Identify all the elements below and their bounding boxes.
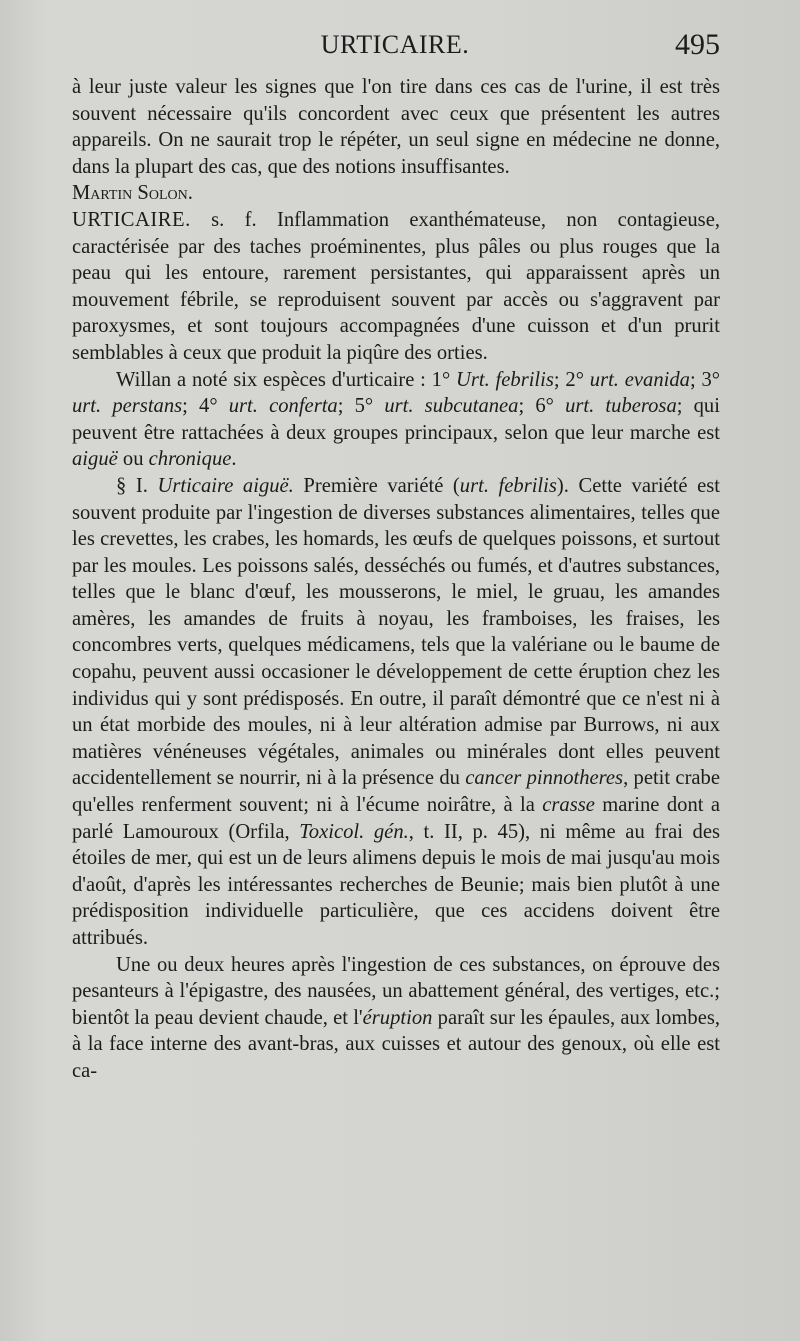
definition-text: s. f. Inflammation exanthémateuse, non contagieuse, caractérisée par des taches proéminentes, plus pâles ou plus rouges que la peau qui les entoure, rarement persistantes, qui apparaissent après un mouvement fébrile, se reproduisent souvent par accès ou s'aggravent par paroxysmes, et sont toujours accompagnées d'une cuisson et d'un prurit semblables à ceux que produit la piqûre des orties. [72, 208, 720, 364]
emphasis: chronique [148, 448, 232, 471]
body-text [72, 74, 720, 1085]
paragraph-symptoms: Une ou deux heures après l'ingestion de ces substances, on éprouve des pesanteurs à l'épigastre, des nausées, un abattement général, des vertiges, etc.; bientôt la peau devient chaude, et l'éruption paraît sur les épaules, aux lombes, à la face interne des avant-bras, aux cuisses et autour des genoux, où elle est ca- [72, 953, 720, 1082]
page-number: 495 [675, 28, 720, 61]
species-name: urt. evanida [589, 368, 690, 391]
species-name: urt. febrilis [459, 474, 557, 497]
emphasis: éruption [362, 1006, 433, 1029]
emphasis: crasse [542, 794, 595, 817]
species-name: cancer pinnotheres [465, 767, 624, 790]
continuation-first-line: à leur juste valeur les signes que l'on tire dans ces cas de l'urine, [72, 76, 633, 98]
entry-headword: URTICAIRE. [72, 208, 191, 231]
author-signature: Martin Solon. [72, 182, 193, 205]
page-header [70, 30, 720, 66]
section-title: Urticaire aiguë. [157, 474, 294, 497]
paragraph-species: Willan a noté six espèces d'urticaire : 1° Urt. febrilis; 2° urt. evanida; 3° urt. perstans; 4° urt. conferta; 5° urt. subcutanea; 6° urt. tuberosa; qui peuvent être rattachées à deux groupes principaux, selon que leur marche est aiguë ou chronique. [72, 368, 720, 471]
citation-title: Toxicol. gén. [299, 820, 409, 843]
species-name: Urt. febrilis [455, 368, 554, 391]
continuation-text: il est très souvent nécessaire qu'ils concordent avec ceux que présentent les autres appareils. On ne saurait trop le répéter, un seul signe en médecine ne donne, dans la plupart des cas, que des notions insuffisantes. [72, 76, 720, 178]
species-name: urt. tuberosa [565, 395, 677, 418]
emphasis: aiguë [72, 448, 118, 471]
species-name: urt. conferta [228, 395, 338, 418]
running-title: URTICAIRE. [320, 30, 470, 59]
section-number: § I. [116, 474, 158, 497]
species-name: urt. perstans [72, 395, 183, 418]
species-name: urt. subcutanea [384, 395, 519, 418]
paragraph-section-1: § I. Urticaire aiguë. Première variété (urt. febrilis). Cette variété est souvent produite par l'ingestion de diverses substances alimentaires, telles que les crevettes, les crabes, les homards, les œufs de quelques poissons, et surtout par les moules. Les poissons salés, desséchés ou fumés, et d'autres substances, telles que le blanc d'œuf, les mousserons, le miel, le gruau, les amandes amères, les amandes de fruits à noyau, les framboises, les fraises, les concombres verts, quelques médicamens, tels que la valériane ou le baume de copahu, peuvent aussi occasioner le développement de cette éruption chez les individus qui y sont prédisposés. En outre, il paraît démontré que ce n'est ni à un état morbide des moules, ni à leur altération admise par Burrows, ni aux matières vénéneuses végétales, animales ou minérales dont elles peuvent accidentellement se nourrir, ni à la présence du cancer pinnotheres, petit crabe qu'elles renferment souvent; ni à l'écume noirâtre, à la crasse marine dont a parlé Lamouroux (Orfila, Toxicol. gén., t. II, p. 45), ni même au frai des étoiles de mer, qui est un de leurs alimens depuis le mois de mai jusqu'au mois d'août, d'après les intéressantes recherches de Beunie; mais bien plutôt à une prédisposition individuelle particulière, que ces accidens doivent être attribués. [72, 474, 721, 949]
paragraph-definition [72, 207, 720, 367]
paragraph-continuation [72, 74, 720, 180]
